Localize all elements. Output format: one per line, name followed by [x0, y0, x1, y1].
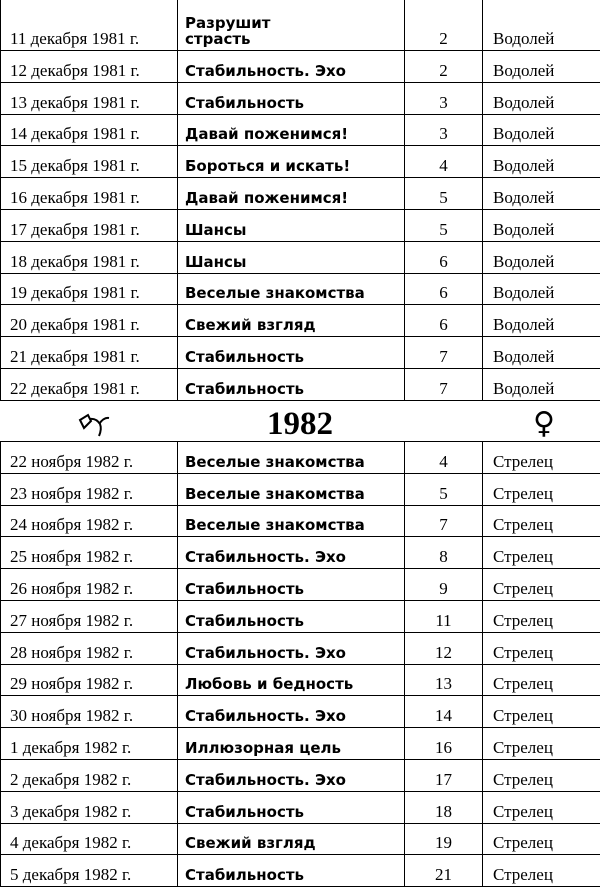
- sign-cell: Стрелец: [483, 442, 600, 474]
- sign-cell: Стрелец: [483, 537, 600, 569]
- event-cell: Свежий взгляд: [178, 823, 405, 855]
- number-cell: 7: [405, 337, 483, 369]
- number-cell: 12: [405, 632, 483, 664]
- sign-cell: Стрелец: [483, 632, 600, 664]
- date-cell: 5 декабря 1982 г.: [1, 855, 178, 887]
- date-cell: 18 декабря 1981 г.: [1, 241, 178, 273]
- date-cell: 11 декабря 1981 г.: [1, 0, 178, 51]
- event-cell: Веселые знакомства: [178, 505, 405, 537]
- table-row: [1, 600, 600, 632]
- number-cell: 13: [405, 664, 483, 696]
- sign-cell: Водолей: [483, 368, 600, 400]
- table-row: [1, 305, 600, 337]
- event-cell: Любовь и бедность: [178, 664, 405, 696]
- sign-cell: Стрелец: [483, 759, 600, 791]
- table-1982: [0, 441, 600, 887]
- sign-cell: Стрелец: [483, 505, 600, 537]
- date-cell: 17 декабря 1981 г.: [1, 209, 178, 241]
- event-cell: Давай поженимся!: [178, 114, 405, 146]
- sign-cell: Водолей: [483, 114, 600, 146]
- sign-cell: Стрелец: [483, 569, 600, 601]
- date-cell: 19 декабря 1981 г.: [1, 273, 178, 305]
- year-header: [0, 406, 600, 442]
- table-row: [1, 51, 600, 83]
- table-row: [1, 442, 600, 474]
- date-cell: 14 декабря 1981 г.: [1, 114, 178, 146]
- table-row: [1, 759, 600, 791]
- date-cell: 22 декабря 1981 г.: [1, 368, 178, 400]
- venus-icon: ♀: [533, 406, 555, 441]
- event-cell: Стабильность: [178, 337, 405, 369]
- number-cell: 2: [405, 0, 483, 51]
- number-cell: 5: [405, 209, 483, 241]
- date-cell: 2 декабря 1982 г.: [1, 759, 178, 791]
- table-row: [1, 273, 600, 305]
- event-cell: Шансы: [178, 241, 405, 273]
- table-row: [1, 82, 600, 114]
- table-row: [1, 178, 600, 210]
- sign-cell: Водолей: [483, 146, 600, 178]
- table-1981: [0, 0, 600, 401]
- sign-cell: Стрелец: [483, 664, 600, 696]
- table-row: [1, 146, 600, 178]
- table-row: [1, 337, 600, 369]
- event-cell: Стабильность: [178, 368, 405, 400]
- sign-cell: Стрелец: [483, 823, 600, 855]
- number-cell: 7: [405, 368, 483, 400]
- event-cell: Веселые знакомства: [178, 273, 405, 305]
- date-cell: 15 декабря 1981 г.: [1, 146, 178, 178]
- number-cell: 3: [405, 82, 483, 114]
- event-cell: Шансы: [178, 209, 405, 241]
- table-row: [1, 664, 600, 696]
- sign-cell: Водолей: [483, 0, 600, 51]
- number-cell: 7: [405, 505, 483, 537]
- table-row: [1, 791, 600, 823]
- event-cell: Иллюзорная цель: [178, 728, 405, 760]
- date-cell: 21 декабря 1981 г.: [1, 337, 178, 369]
- table-row: [1, 473, 600, 505]
- sign-cell: Водолей: [483, 273, 600, 305]
- number-cell: 14: [405, 696, 483, 728]
- date-cell: 22 ноября 1982 г.: [1, 442, 178, 474]
- table-row: [1, 569, 600, 601]
- number-cell: 5: [405, 178, 483, 210]
- table-row: [1, 114, 600, 146]
- year-title: 1982: [267, 406, 333, 442]
- date-cell: 3 декабря 1982 г.: [1, 791, 178, 823]
- date-cell: 24 ноября 1982 г.: [1, 505, 178, 537]
- date-cell: 28 ноября 1982 г.: [1, 632, 178, 664]
- event-cell: Свежий взгляд: [178, 305, 405, 337]
- event-cell: Давай поженимся!: [178, 178, 405, 210]
- event-cell: Стабильность: [178, 569, 405, 601]
- date-cell: 25 ноября 1982 г.: [1, 537, 178, 569]
- sign-cell: Стрелец: [483, 473, 600, 505]
- event-cell: Бороться и искать!: [178, 146, 405, 178]
- event-cell: Стабильность. Эхо: [178, 537, 405, 569]
- number-cell: 19: [405, 823, 483, 855]
- event-cell: Веселые знакомства: [178, 442, 405, 474]
- date-cell: 30 ноября 1982 г.: [1, 696, 178, 728]
- date-cell: 20 декабря 1981 г.: [1, 305, 178, 337]
- table-row: [1, 855, 600, 887]
- number-cell: 6: [405, 273, 483, 305]
- date-cell: 27 ноября 1982 г.: [1, 600, 178, 632]
- table-row: [1, 0, 600, 51]
- number-cell: 5: [405, 473, 483, 505]
- sign-cell: Стрелец: [483, 855, 600, 887]
- date-cell: 12 декабря 1981 г.: [1, 51, 178, 83]
- number-cell: 16: [405, 728, 483, 760]
- event-cell: Веселые знакомства: [178, 473, 405, 505]
- table-row: [1, 209, 600, 241]
- number-cell: 21: [405, 855, 483, 887]
- event-cell: Стабильность: [178, 791, 405, 823]
- date-cell: 23 ноября 1982 г.: [1, 473, 178, 505]
- table-row: [1, 632, 600, 664]
- number-cell: 9: [405, 569, 483, 601]
- table-row: [1, 537, 600, 569]
- sign-cell: Водолей: [483, 337, 600, 369]
- number-cell: 11: [405, 600, 483, 632]
- sign-cell: Водолей: [483, 82, 600, 114]
- event-cell: Стабильность: [178, 855, 405, 887]
- date-cell: 13 декабря 1981 г.: [1, 82, 178, 114]
- number-cell: 4: [405, 442, 483, 474]
- event-cell: Стабильность. Эхо: [178, 632, 405, 664]
- event-cell: Стабильность: [178, 82, 405, 114]
- date-cell: 1 декабря 1982 г.: [1, 728, 178, 760]
- sign-cell: Водолей: [483, 178, 600, 210]
- number-cell: 6: [405, 305, 483, 337]
- date-cell: 16 декабря 1981 г.: [1, 178, 178, 210]
- event-cell: Стабильность. Эхо: [178, 696, 405, 728]
- date-cell: 29 ноября 1982 г.: [1, 664, 178, 696]
- sign-cell: Стрелец: [483, 696, 600, 728]
- event-cell: Стабильность: [178, 600, 405, 632]
- number-cell: 6: [405, 241, 483, 273]
- table-row: [1, 728, 600, 760]
- table-row: [1, 241, 600, 273]
- date-cell: 4 декабря 1982 г.: [1, 823, 178, 855]
- number-cell: 4: [405, 146, 483, 178]
- sign-cell: Водолей: [483, 51, 600, 83]
- number-cell: 8: [405, 537, 483, 569]
- event-text: Разрушит страсть: [185, 14, 271, 48]
- sign-cell: Стрелец: [483, 600, 600, 632]
- sign-cell: Водолей: [483, 305, 600, 337]
- table-row: [1, 696, 600, 728]
- number-cell: 18: [405, 791, 483, 823]
- sign-cell: Стрелец: [483, 791, 600, 823]
- sign-cell: Водолей: [483, 241, 600, 273]
- sign-cell: Стрелец: [483, 728, 600, 760]
- table-row: [1, 505, 600, 537]
- event-cell: Стабильность. Эхо: [178, 51, 405, 83]
- number-cell: 2: [405, 51, 483, 83]
- table-row: [1, 368, 600, 400]
- sign-cell: Водолей: [483, 209, 600, 241]
- table-row: [1, 823, 600, 855]
- date-cell: 26 ноября 1982 г.: [1, 569, 178, 601]
- number-cell: 17: [405, 759, 483, 791]
- number-cell: 3: [405, 114, 483, 146]
- event-cell: [178, 0, 405, 51]
- event-cell: Стабильность. Эхо: [178, 759, 405, 791]
